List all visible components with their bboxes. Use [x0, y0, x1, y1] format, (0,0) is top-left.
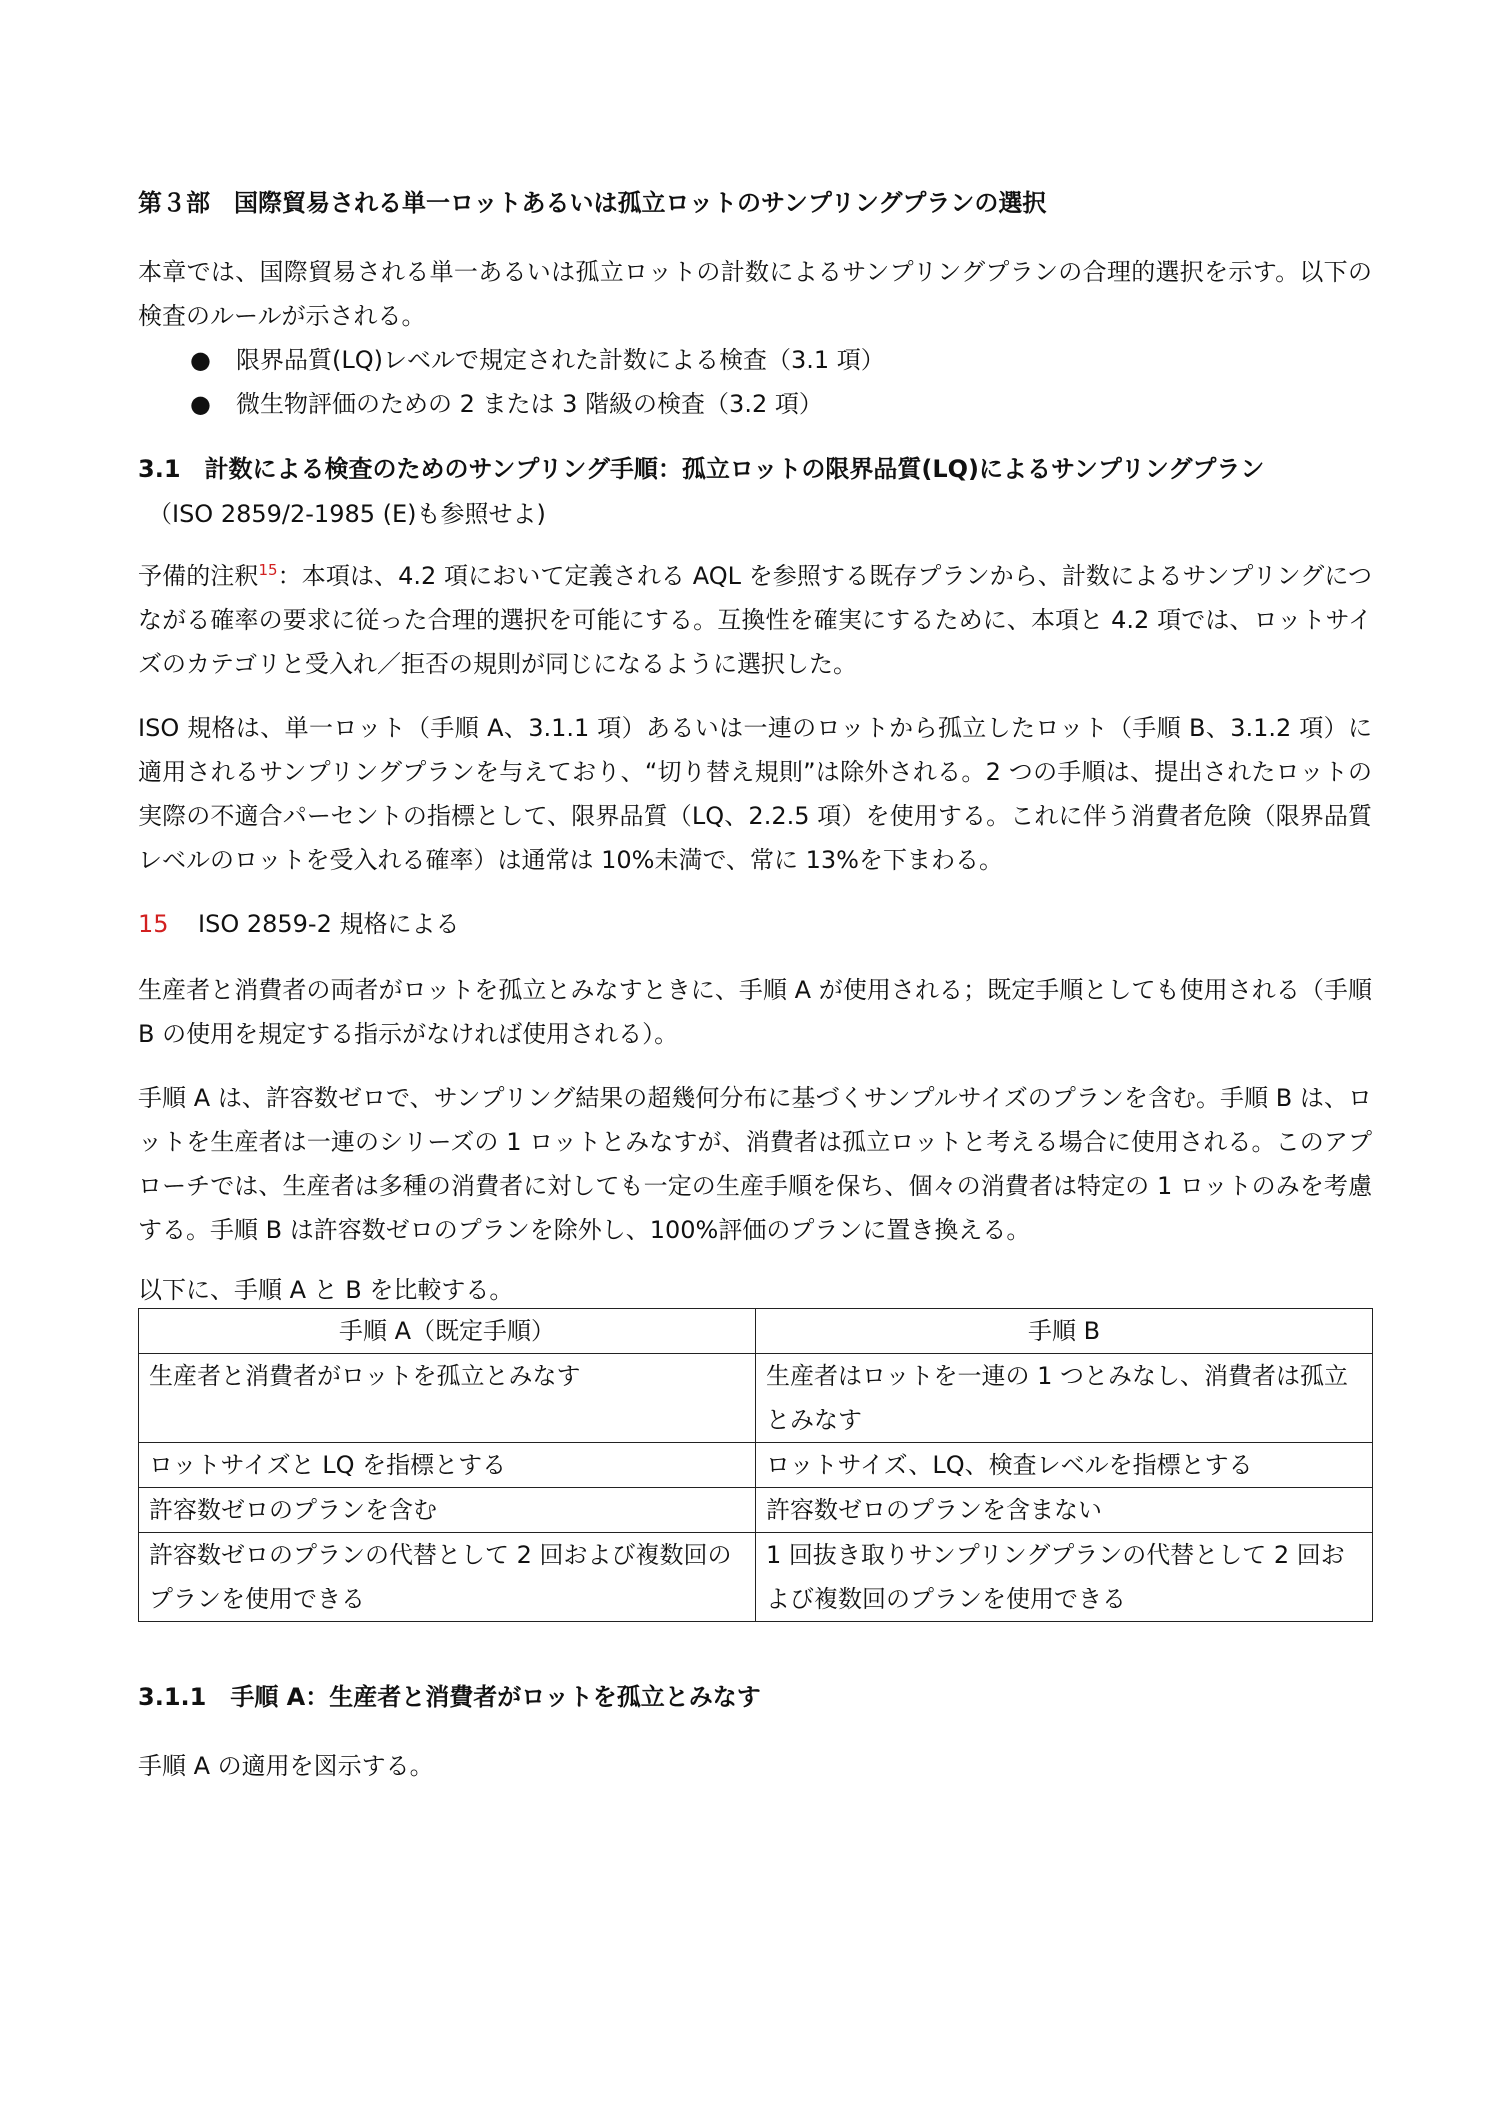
procedure-a-paragraph: 生産者と消費者の両者がロットを孤立とみなすときに、手順 A が使用される；既定手順としても使用される（手順 B の使用を規定する指示がなければ使用される）。 — [138, 976, 1372, 1048]
bullet-icon: ● — [190, 346, 211, 374]
iso-reference-note: （ISO 2859/2-1985 (E)も参照せよ) — [148, 500, 546, 528]
footnote — [138, 902, 1372, 946]
table-row — [139, 1443, 1373, 1488]
list-item — [190, 382, 1372, 426]
list-item-text: 限界品質(LQ)レベルで規定された計数による検査（3.1 項） — [236, 346, 885, 374]
footnote-number: 15 — [138, 910, 169, 938]
iso-standard-paragraph: ISO 規格は、単一ロット（手順 A、3.1.1 項）あるいは一連のロットから孤立したロット（手順 B、3.1.2 項）に適用されるサンプリングプランを与えており、“切り替え規則”は除外される。2 つの手順は、提出されたロットの実際の不適合パーセントの指標として、限界品質（LQ、2.2.5 項）を使用する。これに伴う消費者危険（限界品質レベルのロットを受入れる確率）は通常は 10%未満で、常に 13%を下まわる。 — [138, 714, 1372, 874]
section-3-1-heading: 3.1 計数による検査のためのサンプリング手順：孤立ロットの限界品質(LQ)によるサンプリングプラン — [138, 455, 1265, 483]
table-cell: ロットサイズと LQ を指標とする — [139, 1443, 756, 1488]
column-header-procedure-a: 手順 A（既定手順） — [139, 1309, 756, 1354]
preliminary-note-lead: 予備的注釈 — [138, 562, 259, 590]
procedure-comparison-table — [138, 1308, 1373, 1622]
procedure-b-paragraph: 手順 A は、許容数ゼロで、サンプリング結果の超幾何分布に基づくサンプルサイズのプランを含む。手順 B は、ロットを生産者は一連のシリーズの 1 ロットとみなすが、消費者は孤立ロットと考える場合に使用される。このアプローチでは、生産者は多種の消費者に対しても一定の生産手順を保ち、個々の消費者は特定の 1 ロットのみを考慮する。手順 B は許容数ゼロのプランを除外し、100%評価のプランに置き換える。 — [138, 1084, 1372, 1244]
table-cell: 生産者はロットを一連の 1 つとみなし、消費者は孤立とみなす — [756, 1354, 1373, 1443]
footnote-ref[interactable]: 15 — [258, 561, 278, 579]
list-item-text: 微生物評価のための 2 または 3 階級の検査（3.2 項） — [236, 390, 823, 418]
preliminary-note — [138, 554, 1372, 686]
bullet-icon: ● — [190, 390, 211, 418]
part3-heading: 第３部 国際貿易される単一ロットあるいは孤立ロットのサンプリングプランの選択 — [138, 189, 1047, 217]
footnote-text: ISO 2859-2 規格による — [198, 910, 460, 938]
inspection-rules-list — [138, 338, 1372, 426]
table-caption: 以下に、手順 A と B を比較する。 — [138, 1276, 514, 1304]
table-cell: 許容数ゼロのプランを含む — [139, 1488, 756, 1533]
table-row — [139, 1488, 1373, 1533]
section-3-1-1-body: 手順 A の適用を図示する。 — [138, 1752, 434, 1780]
table-cell: ロットサイズ、LQ、検査レベルを指標とする — [756, 1443, 1373, 1488]
table-cell: 1 回抜き取りサンプリングプランの代替として 2 回および複数回のプランを使用できる — [756, 1533, 1373, 1622]
preliminary-note-body: ：本項は、4.2 項において定義される AQL を参照する既存プランから、計数によるサンプリングにつながる確率の要求に従った合理的選択を可能にする。互換性を確実にするために、本項と 4.2 項では、ロットサイズのカテゴリと受入れ／拒否の規則が同じになるように選択した。 — [138, 562, 1372, 678]
table-header-row — [139, 1309, 1373, 1354]
table-cell: 許容数ゼロのプランの代替として 2 回および複数回のプランを使用できる — [139, 1533, 756, 1622]
table-cell: 許容数ゼロのプランを含まない — [756, 1488, 1373, 1533]
table-row — [139, 1354, 1373, 1443]
table-cell: 生産者と消費者がロットを孤立とみなす — [139, 1354, 756, 1443]
page-content — [138, 186, 1372, 1808]
table-row — [139, 1533, 1373, 1622]
column-header-procedure-b: 手順 B — [756, 1309, 1373, 1354]
part3-intro: 本章では、国際貿易される単一あるいは孤立ロットの計数によるサンプリングプランの合理的選択を示す。以下の検査のルールが示される。 — [138, 258, 1372, 330]
section-3-1-1-heading: 3.1.1 手順 A：生産者と消費者がロットを孤立とみなす — [138, 1683, 761, 1711]
list-item — [190, 338, 1372, 382]
